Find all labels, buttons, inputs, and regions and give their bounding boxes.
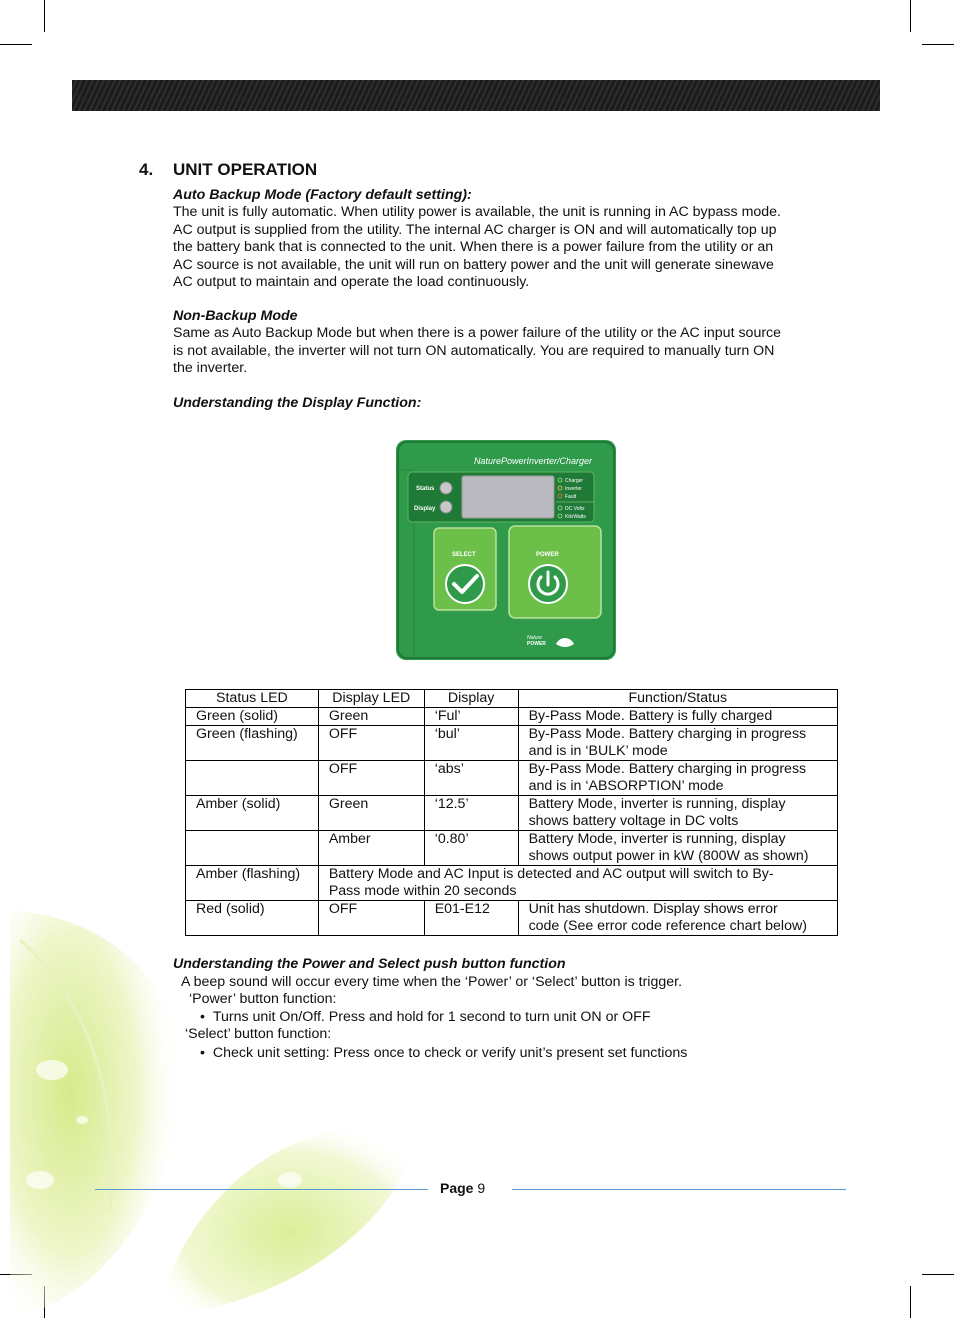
table-cell: ‘0.80’: [424, 831, 518, 866]
cell-line: Battery Mode, inverter is running, display: [528, 831, 786, 847]
leaf-decoration: [0, 880, 560, 1318]
table-cell: Green (solid): [186, 708, 319, 726]
footer-rule-left: [95, 1189, 428, 1190]
cell-line: Battery Mode, inverter is running, display: [528, 796, 786, 812]
display-function-heading: Understanding the Display Function:: [173, 395, 422, 411]
table-cell: Green: [318, 708, 424, 726]
table-row: [186, 901, 838, 936]
crop-mark: [922, 44, 954, 45]
section-number: 4.: [139, 160, 154, 179]
page-number: [440, 1180, 485, 1196]
power-label: POWER: [536, 552, 559, 558]
table-cell: ‘12.5’: [424, 796, 518, 831]
crop-mark: [44, 0, 45, 32]
lcd-display: [462, 476, 554, 518]
power-function-label: ‘Power’ button function:: [189, 991, 337, 1007]
power-bullet-text: Turns unit On/Off. Press and hold for 1 second to turn unit ON or OFF: [212, 1009, 651, 1025]
panel-display-label: Display: [414, 506, 436, 512]
indicator-label: KiloWatts: [565, 514, 586, 520]
table-header-cell: Status LED: [186, 690, 319, 708]
section-title-text: UNIT OPERATION: [173, 160, 318, 179]
auto-backup-heading: Auto Backup Mode (Factory default setting):: [173, 187, 472, 203]
section-title: [139, 160, 317, 180]
table-cell: [186, 761, 319, 796]
indicator-label: Inverter: [565, 486, 582, 492]
beep-text: A beep sound will occur every time when the ‘Power’ or ‘Select’ button is trigger.: [181, 974, 683, 990]
control-panel-image: [396, 440, 616, 660]
panel-brand-title: NaturePowerInverter/Charger: [473, 456, 592, 466]
table-cell-merged: [318, 866, 837, 901]
paragraph-line: the battery bank that is connected to the unit. When there is a power failure from the utility or an: [173, 239, 774, 256]
cell-line: Pass mode within 20 seconds: [328, 883, 517, 899]
cell-line: By-Pass Mode. Battery charging in progress: [528, 761, 807, 777]
buttons-heading: Understanding the Power and Select push button function: [173, 956, 566, 972]
footer-rule-right: [512, 1189, 846, 1190]
paragraph-line: Same as Auto Backup Mode but when there is a power failure of the utility or the AC input source: [173, 325, 782, 342]
table-cell: Green: [318, 796, 424, 831]
table-cell: [518, 708, 837, 726]
cell-line: code (See error code reference chart below): [528, 918, 807, 934]
crop-mark: [0, 44, 32, 45]
table-header-cell: Display LED: [318, 690, 424, 708]
table-row: [186, 708, 838, 726]
status-led-icon: [440, 482, 452, 494]
paragraph-line: is not available, the inverter will not turn ON automatically. You are required to manually turn ON: [173, 342, 775, 359]
cell-line: Unit has shutdown. Display shows error: [528, 901, 778, 917]
crop-mark: [910, 0, 911, 32]
led-status-table: [185, 689, 838, 936]
table-cell: [518, 831, 837, 866]
non-backup-heading: Non-Backup Mode: [173, 308, 298, 324]
table-cell: OFF: [318, 761, 424, 796]
table-row: [186, 761, 838, 796]
table-row: [186, 866, 838, 901]
paragraph-line: The unit is fully automatic. When utility power is available, the unit is running in AC bypass mode.: [173, 204, 781, 221]
paragraph-line: the inverter.: [173, 360, 248, 377]
bullet-item: • Check unit setting: Press once to check or verify unit’s present set functions: [200, 1045, 688, 1061]
table-row: [186, 796, 838, 831]
table-cell: ‘abs’: [424, 761, 518, 796]
indicator-label: DC Volts: [565, 506, 585, 512]
paragraph-line: AC output is supplied from the utility. The internal AC charger is ON and will automatically top up: [173, 221, 777, 238]
table-header-cell: Display: [424, 690, 518, 708]
table-cell: [518, 901, 837, 936]
table-cell: [518, 761, 837, 796]
indicator-label: Charger: [565, 478, 584, 484]
cell-line: and is in ‘ABSORPTION’ mode: [528, 778, 724, 794]
table-header-row: [186, 690, 838, 708]
table-cell: OFF: [318, 726, 424, 761]
table-cell: Red (solid): [186, 901, 319, 936]
table-cell: OFF: [318, 901, 424, 936]
cell-line: and is in ‘BULK’ mode: [528, 743, 668, 759]
table-row: [186, 831, 838, 866]
table-row: [186, 726, 838, 761]
cell-line: shows output power in kW (800W as shown): [528, 848, 809, 864]
panel-status-label: Status: [416, 486, 435, 492]
crop-mark: [922, 1274, 954, 1275]
check-icon: [446, 565, 484, 603]
paragraph-line: AC source is not available, the unit will run on battery power and the unit will generate sinewave: [173, 256, 774, 273]
select-label: SELECT: [452, 552, 476, 558]
table-header-cell: Function/Status: [518, 690, 837, 708]
table-cell: [186, 831, 319, 866]
table-cell: Green (flashing): [186, 726, 319, 761]
page-word: Page: [440, 1180, 474, 1196]
bullet-item: • Turns unit On/Off. Press and hold for 1 second to turn unit ON or OFF: [200, 1009, 651, 1025]
table-cell: [518, 726, 837, 761]
table-cell: ‘Ful’: [424, 708, 518, 726]
panel-logo-line1: Nature: [527, 635, 543, 641]
header-bar: [72, 80, 880, 111]
crop-mark: [910, 1286, 911, 1318]
display-led-icon: [440, 501, 452, 513]
cell-line: shows battery voltage in DC volts: [528, 813, 739, 829]
table-cell: [518, 796, 837, 831]
table-cell: Amber: [318, 831, 424, 866]
select-function-label: ‘Select’ button function:: [185, 1026, 332, 1042]
table-cell: E01-E12: [424, 901, 518, 936]
page-number-value: 9: [477, 1180, 486, 1196]
table-cell: Amber (solid): [186, 796, 319, 831]
auto-backup-block: [173, 187, 833, 291]
non-backup-block: [173, 308, 833, 378]
table-cell: Amber (flashing): [186, 866, 319, 901]
paragraph-line: AC output to maintain and operate the load continuously.: [173, 274, 530, 291]
indicator-label: Fault: [565, 494, 577, 500]
table-cell: ‘bul’: [424, 726, 518, 761]
panel-logo-line2: POWER: [527, 641, 546, 647]
cell-line: By-Pass Mode. Battery charging in progress: [528, 726, 807, 742]
cell-line: By-Pass Mode. Battery is fully charged: [528, 708, 773, 724]
select-bullet-text: Check unit setting: Press once to check or verify unit’s present set functions: [212, 1045, 688, 1061]
cell-line: Battery Mode and AC Input is detected and AC output will switch to By-: [328, 866, 774, 882]
